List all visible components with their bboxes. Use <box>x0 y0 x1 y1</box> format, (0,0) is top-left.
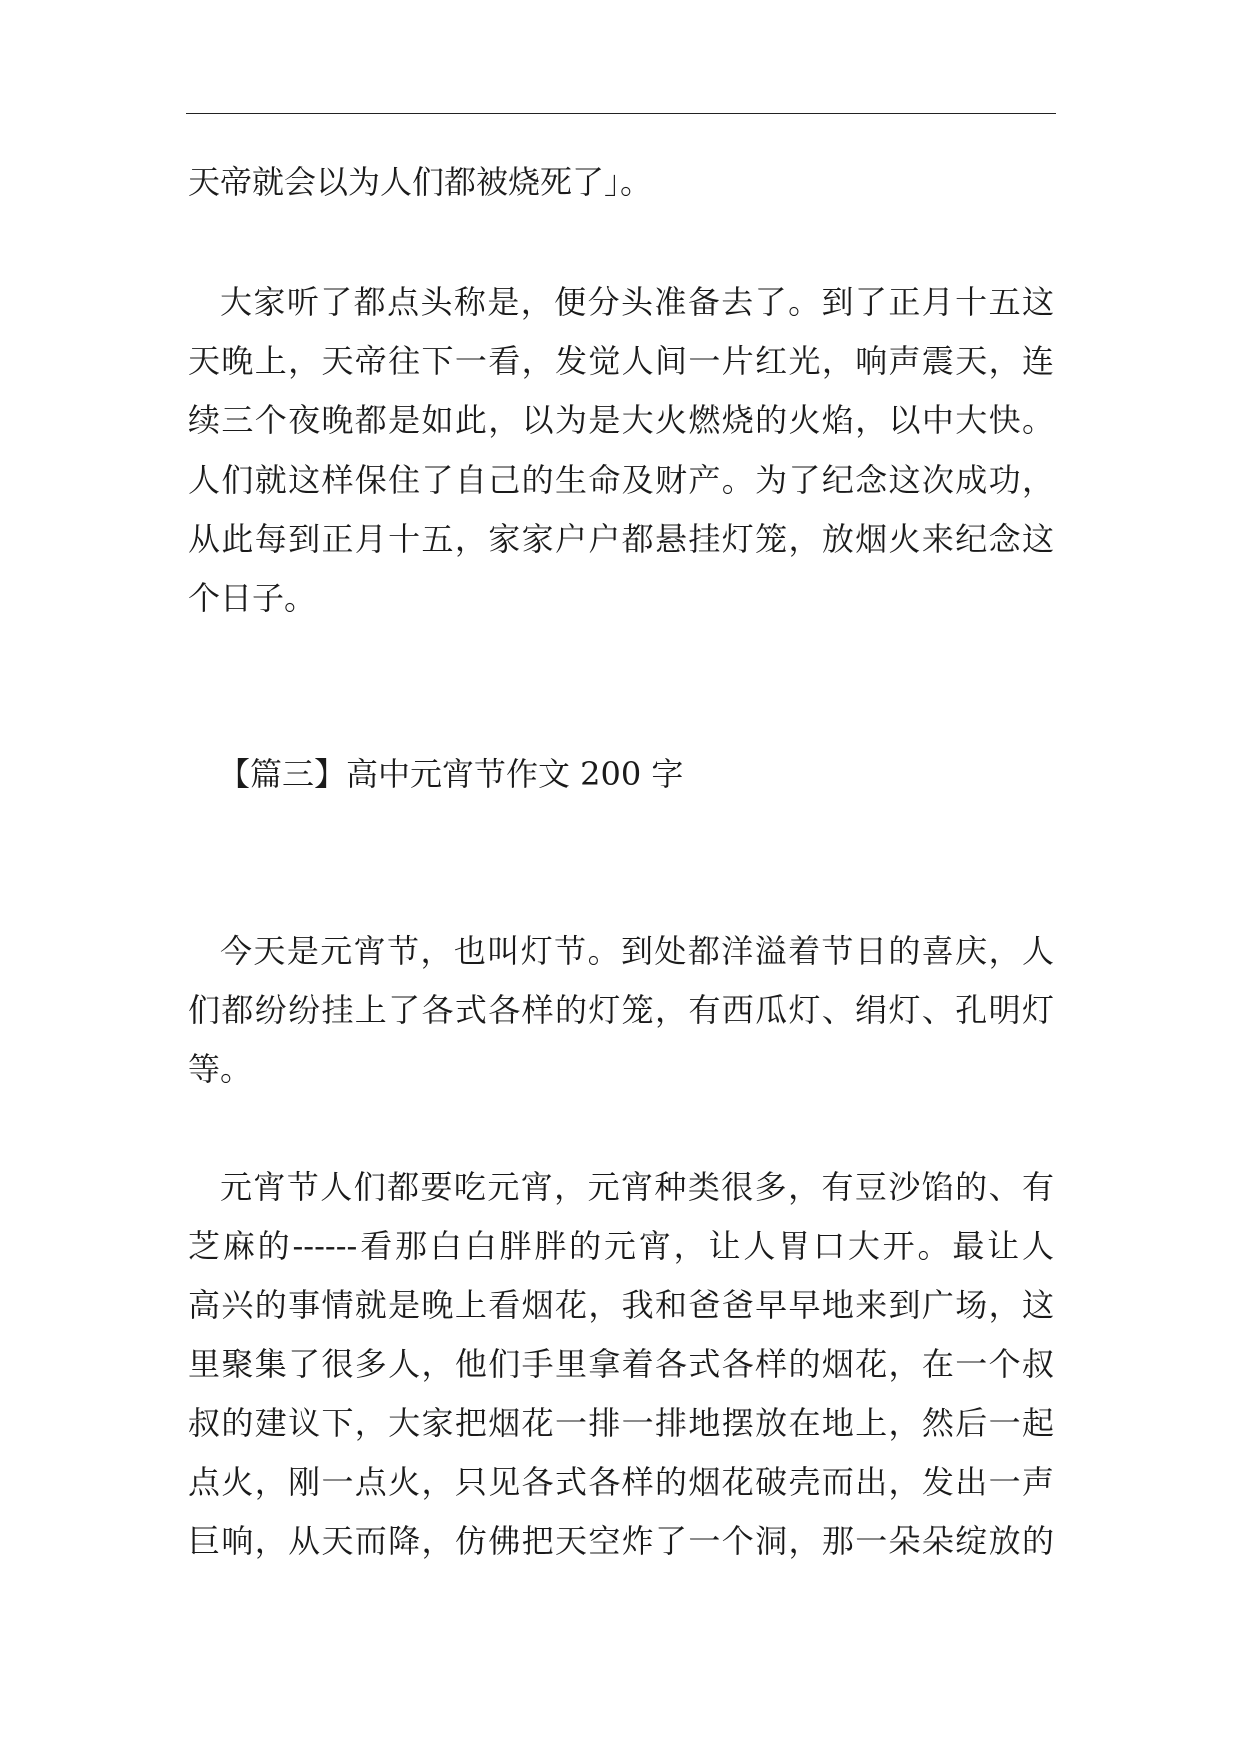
text-line: 高兴的事情就是晚上看烟花，我和爸爸早早地来到广场，这 <box>188 1286 1054 1324</box>
text-line: 元宵节人们都要吃元宵，元宵种类很多，有豆沙馅的、有 <box>220 1168 1054 1206</box>
text-line: 巨响，从天而降，仿佛把天空炸了一个洞，那一朵朵绽放的 <box>188 1522 1054 1560</box>
text-line: 从此每到正月十五，家家户户都悬挂灯笼，放烟火来纪念这 <box>188 520 1054 558</box>
text-line: 叔的建议下，大家把烟花一排一排地摆放在地上，然后一起 <box>188 1404 1054 1442</box>
text-line: 们都纷纷挂上了各式各样的灯笼，有西瓜灯、绢灯、孔明灯 <box>188 991 1054 1029</box>
text-line: 天晚上，天帝往下一看，发觉人间一片红光，响声震天，连 <box>188 342 1054 380</box>
text-line: 天帝就会以为人们都被烧死了」。 <box>188 163 653 201</box>
text-line: 个日子。 <box>188 579 317 617</box>
text-line: 点火，刚一点火，只见各式各样的烟花破壳而出，发出一声 <box>188 1463 1054 1501</box>
text-line: 芝麻的------看那白白胖胖的元宵，让人胃口大开。最让人 <box>188 1227 1054 1265</box>
header-rule <box>186 113 1056 114</box>
text-line: 里聚集了很多人，他们手里拿着各式各样的烟花，在一个叔 <box>188 1345 1054 1383</box>
text-line: 续三个夜晚都是如此，以为是大火燃烧的火焰，以中大快。 <box>188 401 1054 439</box>
text-line: 今天是元宵节，也叫灯节。到处都洋溢着节日的喜庆，人 <box>220 932 1054 970</box>
section-heading: 【篇三】高中元宵节作文 200 字 <box>218 755 684 793</box>
text-line: 等。 <box>188 1050 253 1088</box>
text-line: 人们就这样保住了自己的生命及财产。为了纪念这次成功， <box>188 461 1054 499</box>
text-line: 大家听了都点头称是，便分头准备去了。到了正月十五这 <box>220 283 1054 321</box>
